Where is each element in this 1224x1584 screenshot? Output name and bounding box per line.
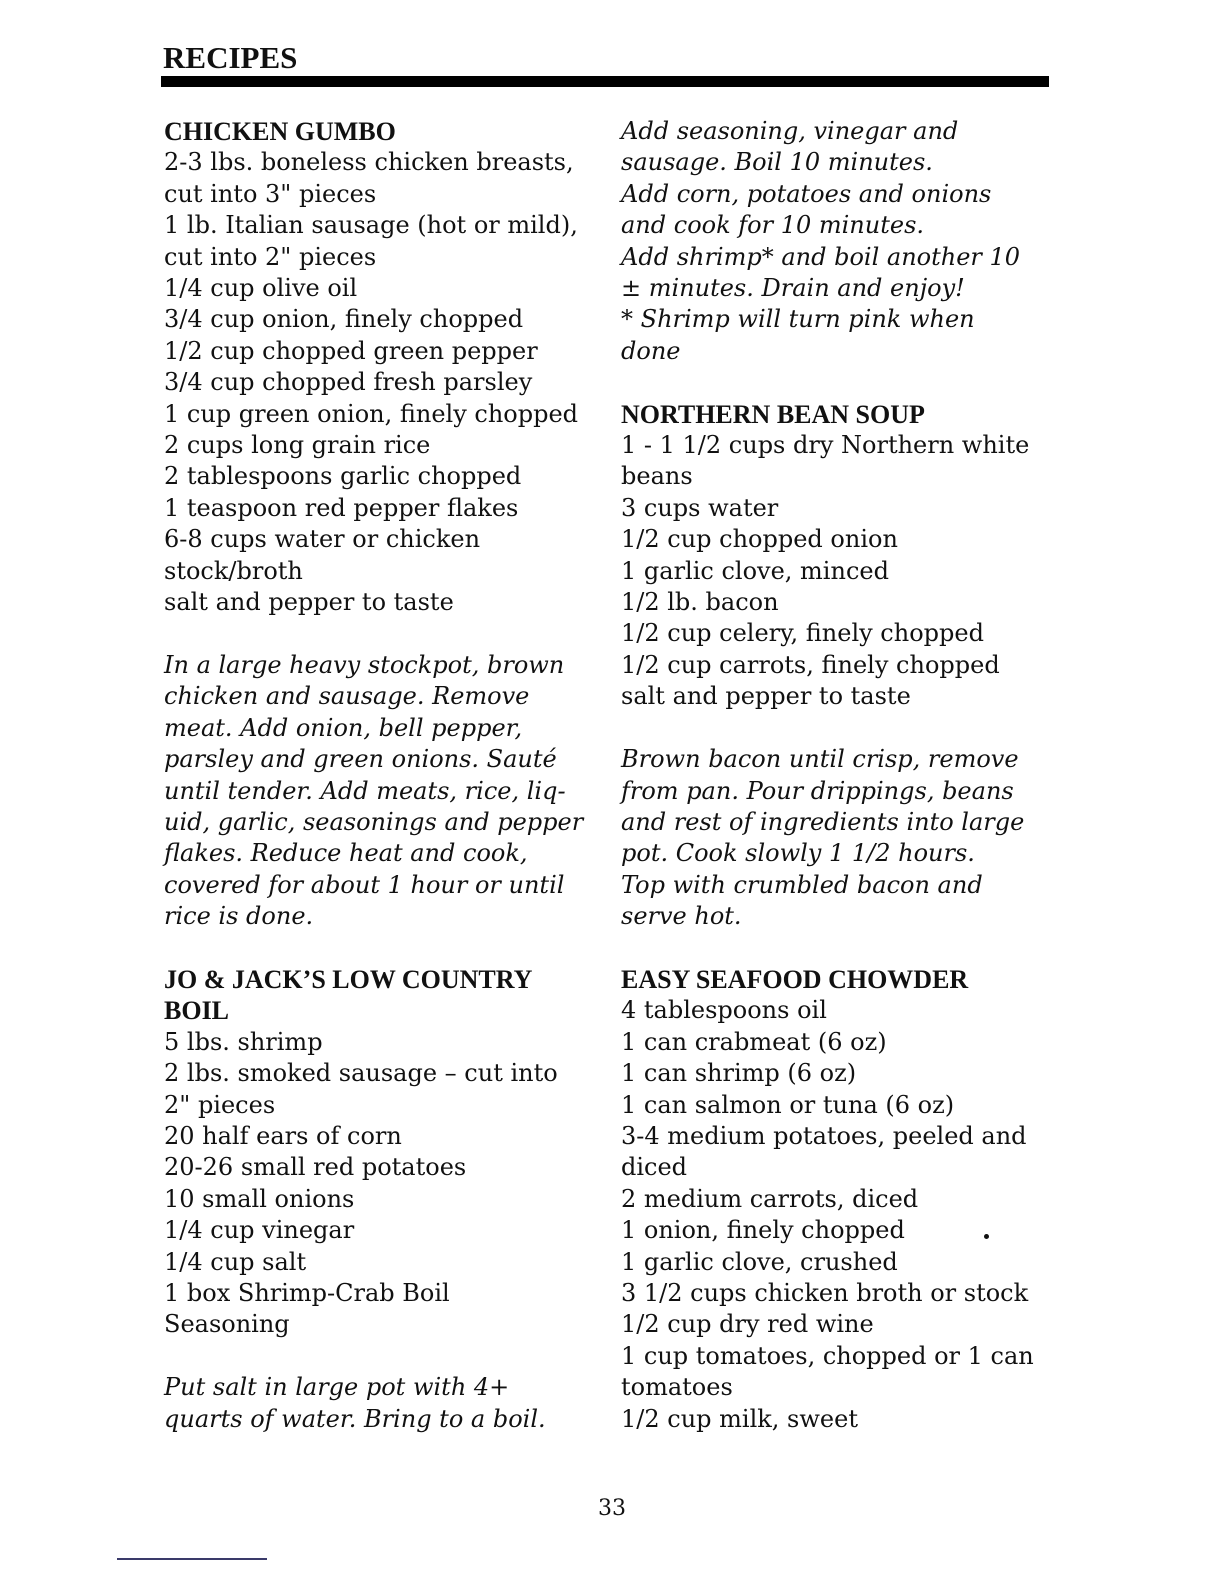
direction-line: and rest of ingredients into large: [621, 807, 1025, 836]
direction-line: rice is done.: [164, 902, 314, 931]
ingredient-line: 3-4 medium potatoes, peeled and: [621, 1121, 1027, 1150]
direction-line: quarts of water. Bring to a boil.: [164, 1404, 546, 1433]
ingredient-line: 1 garlic clove, minced: [621, 556, 889, 585]
recipe-title: BOIL: [164, 996, 230, 1026]
header-rule: [161, 76, 1049, 87]
direction-line: serve hot.: [621, 902, 742, 931]
direction-line: pot. Cook slowly 1 1/2 hours.: [621, 839, 975, 868]
ingredient-line: 1 can shrimp (6 oz): [621, 1059, 857, 1088]
ingredient-line: 5 lbs. shrimp: [164, 1027, 323, 1056]
ingredient-line: 1 - 1 1/2 cups dry Northern white: [621, 431, 1030, 460]
ingredient-line: salt and pepper to taste: [164, 588, 454, 617]
ingredient-line: 1/2 cup dry red wine: [621, 1310, 874, 1339]
direction-line: Top with crumbled bacon and: [621, 870, 983, 899]
ingredient-line: 1 cup green onion, finely chopped: [164, 399, 579, 428]
direction-line: Put salt in large pot with 4+: [164, 1373, 510, 1402]
ingredient-list: [164, 1027, 604, 1341]
ingredient-line: 2 tablespoons garlic chopped: [164, 462, 522, 491]
direction-line: Brown bacon until crisp, remove: [621, 745, 1019, 774]
recipe-title: NORTHERN BEAN SOUP: [621, 399, 925, 429]
ingredient-line: 3 cups water: [621, 493, 779, 522]
directions: [164, 650, 604, 933]
ingredient-line: 1 teaspoon red pepper flakes: [164, 493, 519, 522]
direction-line: meat. Add onion, bell pepper,: [164, 713, 523, 742]
direction-line: * Shrimp will turn pink when: [621, 305, 975, 334]
ingredient-line: 1/2 cup carrots, finely chopped: [621, 650, 1000, 679]
recipe-title: JO & JACK’S LOW COUNTRY: [164, 964, 533, 994]
ingredient-line: 20-26 small red potatoes: [164, 1153, 467, 1182]
ingredient-line: 1/2 cup chopped onion: [621, 525, 898, 554]
direction-line: ± minutes. Drain and enjoy!: [621, 274, 965, 303]
ingredient-line: 1 box Shrimp-Crab Boil: [164, 1279, 450, 1307]
direction-line: flakes. Reduce heat and cook,: [164, 839, 528, 868]
direction-line: Add shrimp* and boil another 10: [621, 242, 1021, 271]
ingredient-line: 3/4 cup onion, finely chopped: [164, 305, 524, 334]
ingredient-line: 2" pieces: [164, 1090, 276, 1119]
ingredient-line: salt and pepper to taste: [621, 682, 911, 711]
ingredient-line: 1/2 cup milk, sweet: [621, 1404, 858, 1433]
directions: [621, 116, 1051, 367]
ingredient-line: 6-8 cups water or chicken: [164, 525, 481, 554]
ingredient-line: 10 small onions: [164, 1184, 355, 1213]
ingredient-line: Seasoning: [164, 1310, 290, 1339]
direction-line: covered for about 1 hour or until: [164, 870, 565, 899]
ingredient-line: tomatoes: [621, 1373, 733, 1402]
ingredient-line: diced: [621, 1153, 688, 1182]
directions: [621, 744, 1051, 932]
directions: [164, 1372, 604, 1435]
direction-line: In a large heavy stockpot, brown: [164, 650, 565, 679]
ingredient-line: 1/4 cup vinegar: [164, 1216, 355, 1245]
ingredient-line: cut into 2" pieces: [164, 242, 377, 271]
direction-line: and cook for 10 minutes.: [621, 211, 925, 240]
ingredient-line: 1/2 cup celery, finely chopped: [621, 619, 984, 648]
ingredient-line: 1/4 cup salt: [164, 1247, 307, 1276]
ingredient-line: stock/broth: [164, 556, 303, 585]
direction-line: Add seasoning, vinegar and: [621, 117, 959, 145]
ingredient-line: 1 lb. Italian sausage (hot or mild),: [164, 211, 578, 240]
ingredient-line: 1 garlic clove, crushed: [621, 1247, 898, 1276]
ingredient-line: 2 cups long grain rice: [164, 431, 431, 460]
ingredient-list: [164, 147, 604, 618]
ingredient-line: 1 can crabmeat (6 oz): [621, 1027, 887, 1056]
ingredient-line: 3/4 cup chopped fresh parsley: [164, 368, 533, 397]
ingredient-list: [621, 430, 1051, 713]
ingredient-line: 1/2 lb. bacon: [621, 588, 779, 617]
direction-line: sausage. Boil 10 minutes.: [621, 148, 933, 177]
ingredient-line: 4 tablespoons oil: [621, 996, 827, 1025]
ingredient-line: 20 half ears of corn: [164, 1121, 402, 1150]
direction-line: uid, garlic, seasonings and pepper: [164, 807, 584, 836]
ingredient-line: beans: [621, 462, 693, 491]
ingredient-line: 1 can salmon or tuna (6 oz): [621, 1090, 955, 1119]
ingredient-line: 2 lbs. smoked sausage – cut into: [164, 1059, 558, 1088]
recipe-title: CHICKEN GUMBO: [164, 117, 396, 146]
ingredient-line: 1 onion, finely chopped: [621, 1216, 905, 1245]
ingredient-list: [621, 995, 1051, 1435]
page-header-title: RECIPES: [163, 40, 298, 75]
ingredient-line: 3 1/2 cups chicken broth or stock: [621, 1278, 1029, 1307]
ingredient-line: 2-3 lbs. boneless chicken breasts,: [164, 148, 574, 177]
ingredient-line: cut into 3" pieces: [164, 179, 377, 208]
scan-edge-mark: [117, 1558, 267, 1560]
direction-line: chicken and sausage. Remove: [164, 682, 530, 711]
direction-line: Add corn, potatoes and onions: [621, 179, 992, 208]
ingredient-line: 1 cup tomatoes, chopped or 1 can: [621, 1341, 1034, 1370]
direction-line: parsley and green onions. Sauté: [164, 745, 557, 774]
ingredient-line: 1/4 cup olive oil: [164, 274, 358, 303]
left-column: [164, 116, 604, 1435]
page-number: 33: [598, 1496, 626, 1521]
direction-line: done: [621, 336, 681, 365]
ingredient-line: 2 medium carrots, diced: [621, 1184, 919, 1213]
direction-line: from pan. Pour drippings, beans: [621, 776, 1014, 805]
ingredient-line: 1/2 cup chopped green pepper: [164, 336, 538, 365]
direction-line: until tender. Add meats, rice, liq-: [164, 776, 566, 805]
stray-mark: [984, 1234, 989, 1239]
recipe-title: EASY SEAFOOD CHOWDER: [621, 964, 969, 994]
